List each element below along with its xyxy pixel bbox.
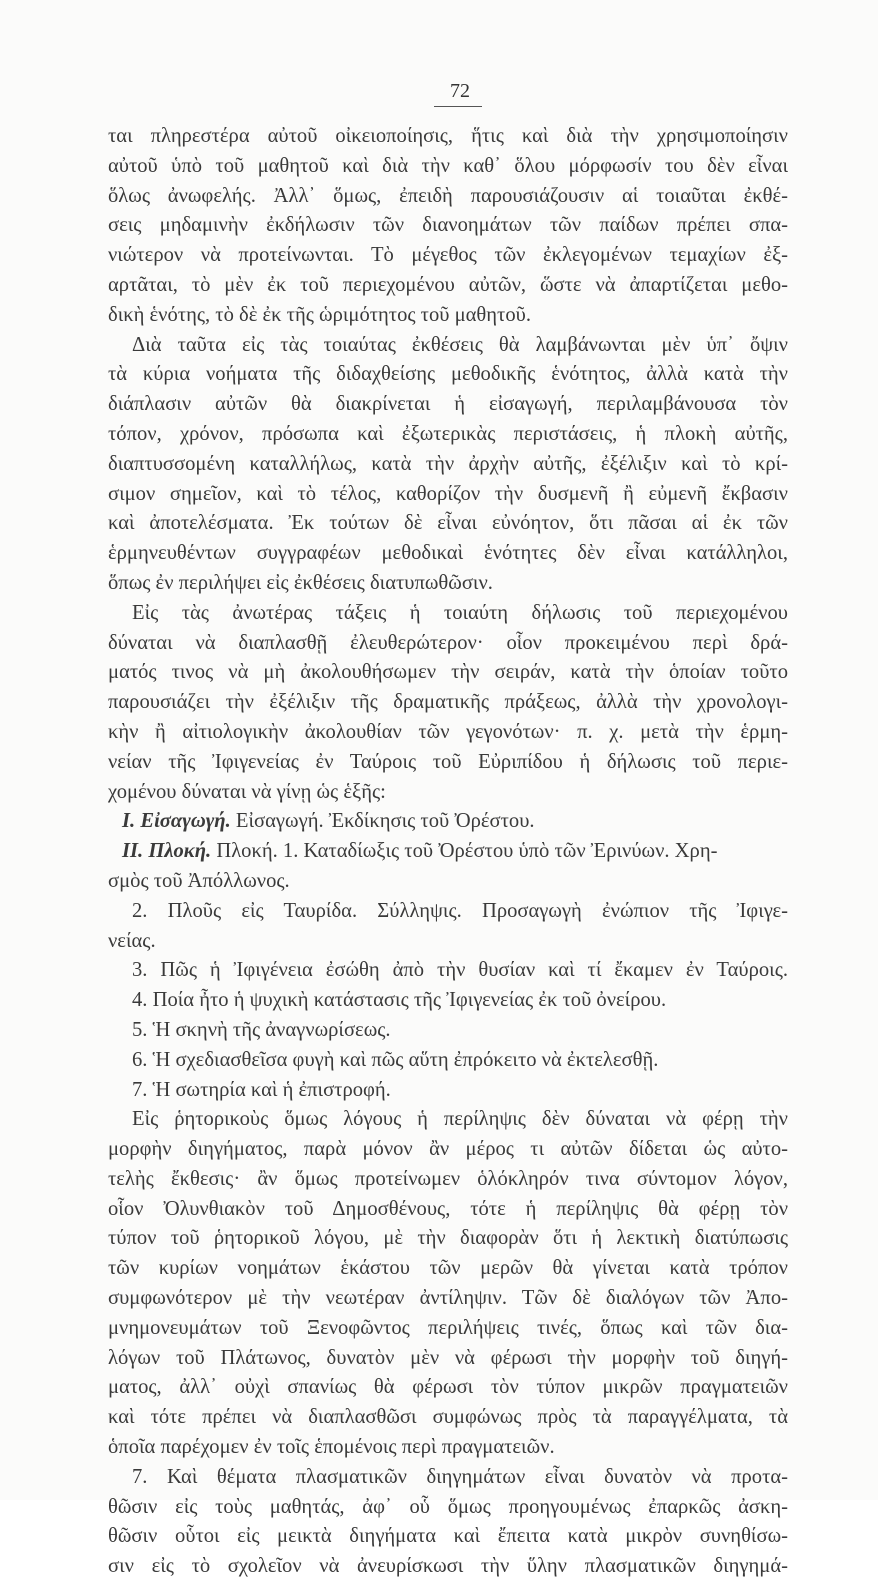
text-line: τελὴς ἔκθεσις· ἂν ὅμως προτείνωμεν ὁλόκληρόν τινα σύντομον λόγον, bbox=[108, 1167, 788, 1190]
outline-roman: II. bbox=[122, 840, 144, 863]
text-line: συμφωνότερον μὲ τὴν νεωτέραν ἀντίληψιν. Τῶν δὲ διαλόγων τῶν Ἀπο- bbox=[108, 1287, 788, 1310]
text-line: τόπον, χρόνον, πρόσωπα καὶ ἐξωτερικὰς περιστάσεις, ἡ πλοκὴ αὐτῆς, bbox=[108, 422, 788, 445]
outline-label: Εἰσαγωγή. bbox=[140, 810, 231, 833]
text-line: διάπλασιν αὐτῶν θὰ διακρίνεται ἡ εἰσαγωγή, περιλαμβάνουσα τὸν bbox=[108, 393, 788, 416]
text-line: 6. Ἡ σχεδιασθεῖσα φυγὴ καὶ πῶς αὕτη ἐπρόκειτο νὰ ἐκτελεσθῇ. bbox=[132, 1048, 659, 1071]
text-line: 3. Πῶς ἡ Ἰφιγένεια ἐσώθη ἀπὸ τὴν θυσίαν καὶ τί ἔκαμεν ἐν Ταύροις. bbox=[132, 959, 788, 982]
text-line: θῶσιν εἰς τοὺς μαθητάς, ἀφ᾿ οὗ ὅμως προηγουμένως ἐπαρκῶς ἀσκη- bbox=[108, 1495, 788, 1518]
body-text bbox=[108, 122, 788, 1582]
outline-text: Εἰσαγωγή. Ἐκδίκησις τοῦ Ὀρέστου. bbox=[235, 810, 535, 833]
text-line: 2. Πλοῦς εἰς Ταυρίδα. Σύλληψις. Προσαγωγὴ ἐνώπιον τῆς Ἰφιγε- bbox=[132, 899, 788, 922]
text-line: καὶ τότε πρέπει νὰ διαπλασθῶσι συμφώνως πρὸς τὰ παραγγέλματα, τὰ bbox=[108, 1406, 788, 1429]
text-line: σιμον σημεῖον, καὶ τὸ τέλος, καθορίζον τὴν δυσμενῆ ἢ εὐμενῆ ἔκβασιν bbox=[108, 482, 788, 505]
outline-label: Πλοκή. bbox=[148, 840, 212, 863]
text-line: λόγων τοῦ Πλάτωνος, δυνατὸν μὲν νὰ φέρωσι τὴν μορφὴν τοῦ διηγή- bbox=[108, 1346, 788, 1369]
text-line: ὁποῖα παρέχομεν ἐν τοῖς ἑπομένοις περὶ πραγματειῶν. bbox=[108, 1436, 555, 1459]
text-line: χομένου δύναται νὰ γίνῃ ὡς ἑξῆς: bbox=[108, 780, 386, 803]
text-line: δύναται νὰ διαπλασθῇ ἐλευθερώτερον· οἷον προκειμένου περὶ δρά- bbox=[108, 631, 788, 654]
text-line: 4. Ποία ἦτο ἡ ψυχικὴ κατάστασις τῆς Ἰφιγενείας ἐκ τοῦ ὀνείρου. bbox=[132, 989, 667, 1012]
text-line: 5. Ἡ σκηνὴ τῆς ἀναγνωρίσεως. bbox=[132, 1018, 391, 1041]
text-line: μνημονευμάτων τοῦ Ξενοφῶντος περιλήψεις τινές, ὅπως καὶ τῶν δια- bbox=[108, 1316, 788, 1339]
page-number: 72 bbox=[450, 80, 470, 102]
text-line: σιν εἰς τὸ σχολεῖον νὰ ἀνευρίσκωσι τὴν ὕλην πλασματικῶν διηγημά- bbox=[108, 1555, 788, 1578]
text-line: σεις μηδαμινὴν ἐκδήλωσιν τῶν διανοημάτων τῶν παίδων πρέπει σπα- bbox=[108, 214, 788, 237]
text-line: Εἰς ῥητορικοὺς ὅμως λόγους ἡ περίληψις δὲν δύναται νὰ φέρῃ τὴν bbox=[132, 1108, 788, 1131]
text-line: τύπον τοῦ ῥητορικοῦ λόγου, μὲ τὴν διαφορὰν ὅτι ἡ λεκτικὴ διατύπωσις bbox=[108, 1227, 788, 1250]
text-line: θῶσιν οὗτοι εἰς μεικτὰ διηγήματα καὶ ἔπειτα κατὰ μικρὸν συνηθίσω- bbox=[108, 1525, 788, 1548]
text-line: ται πληρεστέρα αὐτοῦ οἰκειοποίησις, ἥτις καὶ διὰ τὴν χρησιμοποίησιν bbox=[108, 125, 788, 147]
text-line: σμὸς τοῦ Ἀπόλλωνος. bbox=[108, 869, 290, 892]
text-line: νιώτερον νὰ προτείνωνται. Τὸ μέγεθος τῶν ἐκλεγομένων τεμαχίων ἐξ- bbox=[108, 244, 788, 267]
text-line: νείας. bbox=[108, 929, 156, 952]
text-line: Εἰς τὰς ἀνωτέρας τάξεις ἡ τοιαύτη δήλωσις τοῦ περιεχομένου bbox=[132, 601, 788, 624]
text-line: παρουσιάζει τὴν ἐξέλιξιν τῆς δραματικῆς πράξεως, ἀλλὰ τὴν χρονολογι- bbox=[108, 691, 788, 714]
text-line: οἷον Ὀλυνθιακὸν τοῦ Δημοσθένους, τότε ἡ περίληψις θὰ φέρῃ τὸν bbox=[108, 1197, 788, 1220]
text-line: ματος, ἀλλ᾿ οὐχὶ σπανίως θὰ φέρωσι τὸν τύπον μικρῶν πραγματειῶν bbox=[108, 1376, 788, 1399]
outline-plot bbox=[108, 837, 788, 867]
text-line: Διὰ ταῦτα εἰς τὰς τοιαύτας ἐκθέσεις θὰ λαμβάνωνται μὲν ὑπ᾿ ὄψιν bbox=[132, 333, 788, 356]
text-line: 7. Καὶ θέματα πλασματικῶν διηγημάτων εἶναι δυνατὸν νὰ προτα- bbox=[132, 1465, 788, 1488]
outline-intro bbox=[108, 807, 788, 837]
text-line: δικὴ ἑνότης, τὸ δὲ ἐκ τῆς ὡριμότητος τοῦ μαθητοῦ. bbox=[108, 303, 531, 326]
text-line: ὅλως ἀνωφελής. Ἀλλ᾿ ὅμως, ἐπειδὴ παρουσιάζουσιν αἱ τοιαῦται ἐκθέ- bbox=[108, 184, 788, 207]
text-line: καὶ ἀποτελέσματα. Ἐκ τούτων δὲ εἶναι εὐνόητον, ὅτι πᾶσαι αἱ ἐκ τῶν bbox=[108, 512, 788, 535]
text-line: αρτᾶται, τὸ μὲν ἐκ τοῦ περιεχομένου αὐτῶν, ὥστε νὰ ἀπαρτίζεται μεθο- bbox=[108, 273, 788, 296]
text-line: τῶν κυρίων νοημάτων ἑκάστου τῶν μερῶν θὰ γίνεται κατὰ τρόπον bbox=[108, 1257, 788, 1280]
text-line: νείαν τῆς Ἰφιγενείας ἐν Ταύροις τοῦ Εὐριπίδου ἡ δήλωσις τοῦ περιε- bbox=[108, 750, 788, 773]
text-line: μορφὴν διηγήματος, παρὰ μόνον ἂν μέρος τι αὐτῶν δίδεται ὡς αὐτο- bbox=[108, 1138, 788, 1161]
page-number-rule bbox=[434, 106, 482, 107]
text-line: ὅπως ἐν περιλήψει εἰς ἐκθέσεις διατυπωθῶσιν. bbox=[108, 571, 493, 594]
outline-text: Πλοκή. 1. Καταδίωξις τοῦ Ὀρέστου ὑπὸ τῶν Ἐρινύων. Χρη- bbox=[216, 840, 718, 863]
outline-roman: I. bbox=[122, 810, 136, 833]
text-line: τὰ κύρια νοήματα τῆς διδαχθείσης μεθοδικῆς ἑνότητος, ἀλλὰ κατὰ τὴν bbox=[108, 363, 788, 386]
text-line: αὐτοῦ ὑπὸ τοῦ μαθητοῦ καὶ διὰ τὴν καθ᾿ ὅλου μόρφωσίν του δὲν εἶναι bbox=[108, 154, 788, 177]
text-line: 7. Ἡ σωτηρία καὶ ἡ ἐπιστροφή. bbox=[132, 1078, 391, 1101]
text-line: ματός τινος νὰ μὴ ἀκολουθήσωμεν τὴν σειράν, κατὰ τὴν ὁποίαν τοῦτο bbox=[108, 661, 788, 684]
text-line: ἑρμηνευθέντων συγγραφέων μεθοδικαὶ ἑνότητες δὲν εἶναι κατάλληλοι, bbox=[108, 542, 788, 565]
text-line: κὴν ἢ αἰτιολογικὴν ἀκολουθίαν τῶν γεγονότων· π. χ. μετὰ τὴν ἑρμη- bbox=[108, 720, 788, 743]
text-line: διαπτυσσομένη καταλλήλως, κατὰ τὴν ἀρχὴν αὐτῆς, ἐξέλιξιν καὶ τὸ κρί- bbox=[108, 452, 788, 475]
